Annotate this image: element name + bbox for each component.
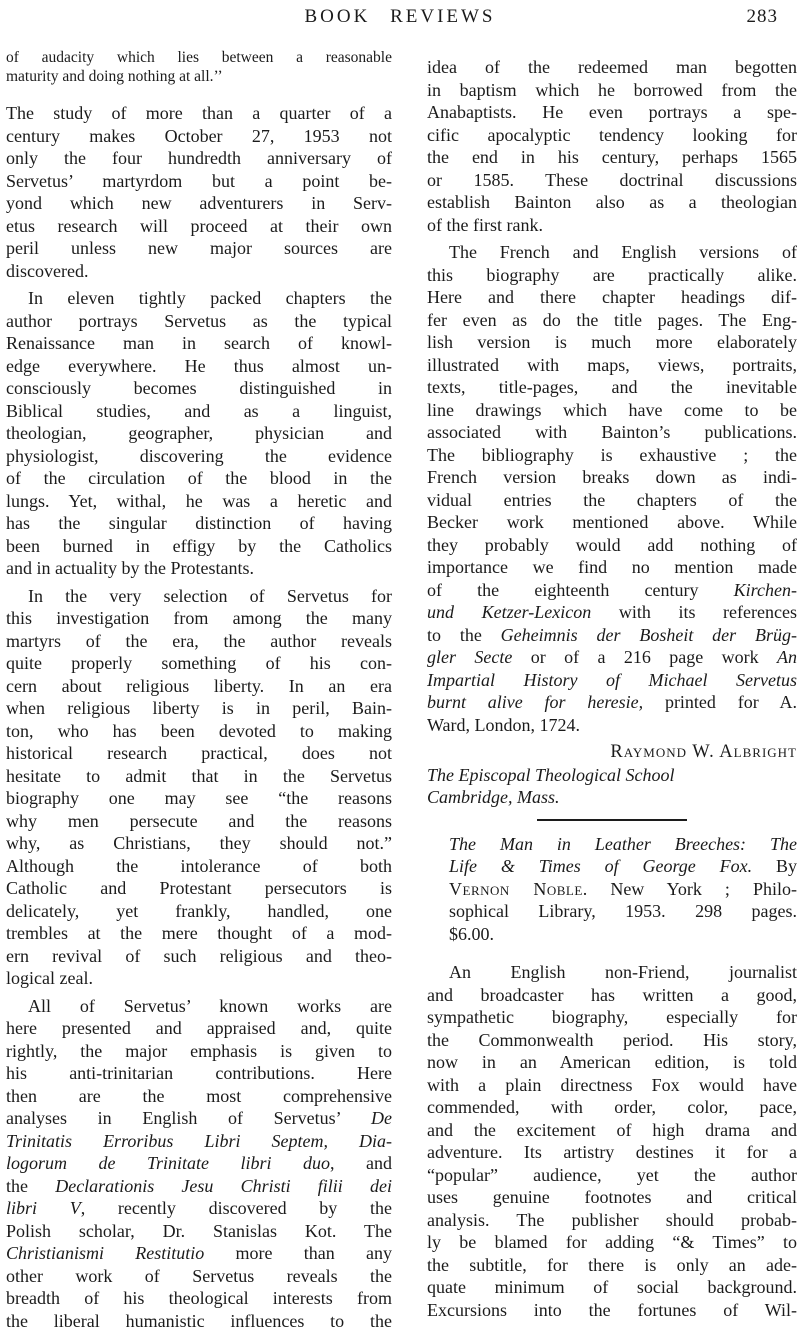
text-line: now in an American edition, is told (427, 1052, 797, 1072)
text-line: Although the intolerance of both (6, 855, 392, 876)
plain-text: printed for A. (643, 692, 797, 712)
text-line: illustrated with maps, views, portraits, (427, 354, 797, 375)
text-line (6, 1197, 392, 1220)
text-line: etus research will proceed at their own (6, 215, 392, 236)
italic-text: De (371, 1108, 392, 1128)
text-line: why, as Christians, they should not.” (6, 833, 392, 853)
text-line: then are the most comprehensive (6, 1085, 392, 1106)
italic-text: burnt alive for heresie, (427, 692, 644, 712)
text-line (6, 1152, 392, 1175)
text-line: edge everywhere. He thus almost un- (6, 355, 392, 376)
italic-text: Geheimnis der Bosheit der Brüg- (500, 624, 797, 645)
plain-text: analyses in English of Servetus’ (6, 1108, 371, 1128)
text-line: physiologist, discovering the evidence (6, 445, 392, 466)
text-line: Renaissance man in search of knowl- (6, 333, 392, 353)
text-line: or 1585. These doctrinal discussions (427, 169, 797, 190)
italic-text: Trinitatis Erroribus Libri Septem, Dia- (6, 1130, 392, 1151)
plain-text: more than any (204, 1243, 392, 1263)
text-line: biography one may see “the reasons (6, 788, 392, 808)
text-line: hesitate to admit that in the Servetus (6, 765, 392, 786)
text-line (6, 1175, 392, 1198)
text-line: Biblical studies, and as a linguist, (6, 400, 392, 421)
carryover-quote (6, 48, 392, 86)
italic-text: und Ketzer-Lexicon (427, 602, 592, 622)
text-line (449, 878, 797, 901)
text-line: of the circulation of the blood in the (6, 468, 392, 488)
italic-text: Kirchen- (733, 579, 797, 600)
text-line: Ward, London, 1724. (427, 714, 581, 735)
text-line: other work of Servetus reveals the (6, 1265, 392, 1286)
text-line: historical research practical, does not (6, 743, 392, 763)
text-line: importance we find no mention made (427, 557, 797, 577)
text-line: theologian, geographer, physician and (6, 423, 392, 443)
italic-text: Christianismi Restitutio (6, 1243, 205, 1263)
text-line: commended, with order, color, pace, (427, 1097, 797, 1117)
text-line: of audacity which lies between a reasonable (6, 49, 392, 66)
text-line: of the first rank. (427, 214, 543, 235)
text-line: line drawings which have come to be (427, 399, 797, 420)
text-line: with a plain directness Fox would have (427, 1074, 797, 1095)
text-line: quite properly something of his con- (6, 653, 392, 673)
italic-text: libri V (6, 1198, 81, 1218)
right-column (427, 56, 797, 1326)
text-line: Here and there chapter headings dif- (427, 287, 797, 307)
plain-text: By (752, 856, 797, 876)
text-line: Becker work mentioned above. While (427, 512, 797, 532)
text-line: author portrays Servetus as the typical (6, 310, 392, 331)
italic-text: gler Secte (427, 647, 513, 667)
text-line: only the four hundredth anniversary of (6, 148, 392, 168)
text-line: lish version is much more elaborately (427, 332, 797, 352)
text-line: French version breaks down as indi- (427, 467, 797, 487)
page-title: BOOK REVIEWS (304, 6, 496, 27)
text-line: Cambridge, Mass. (427, 787, 560, 807)
plain-text: , recently discovered by the (80, 1198, 392, 1218)
italic-text: Impartial History of Michael Servetus (427, 669, 797, 690)
text-line: why men persecute and the reasons (6, 810, 392, 831)
left-column (6, 48, 392, 1337)
text-line: when religious liberty is in peril, Bain- (6, 698, 392, 718)
text-line: yond which new adventurers in Serv- (6, 193, 392, 213)
text-line: “popular” audience, yet the author (427, 1164, 797, 1185)
review-paragraph (427, 961, 797, 1321)
text-line: his anti-trinitarian contributions. Here (6, 1063, 392, 1083)
text-line: and the excitement of high drama and (427, 1119, 797, 1140)
text-line: ern revival of such religious and theo- (6, 945, 392, 966)
text-line (427, 669, 797, 692)
review-paragraph (427, 56, 797, 236)
text-line: in baptism which he borrowed from the (427, 79, 797, 100)
text-line: the Commonwealth period. His story, (427, 1029, 797, 1050)
plain-text: . New York ; Philo- (582, 878, 797, 899)
text-line: cern about religious liberty. In an era (6, 675, 392, 696)
text-line: they probably would add nothing of (427, 534, 797, 555)
text-line: vidual entries the chapters of the (427, 489, 797, 510)
review-paragraph (6, 585, 392, 990)
text-line: The study of more than a quarter of a (6, 103, 392, 123)
text-line: breadth of his theological interests from (6, 1288, 392, 1308)
text-line: Servetus’ martyrdom but a point be- (6, 170, 392, 191)
plain-text: with its references (591, 602, 797, 622)
text-line: rightly, the major emphasis is given to (6, 1040, 392, 1061)
text-line: and broadcaster has written a good, (427, 984, 797, 1005)
text-line: discovered. (6, 260, 89, 281)
text-line: delicately, yet frankly, handled, one (6, 900, 392, 921)
italic-text: logorum de Trinitate libri duo (6, 1153, 330, 1173)
text-line: All of Servetus’ known works are (28, 995, 392, 1016)
text-line: logical zeal. (6, 968, 93, 988)
text-line (6, 1107, 392, 1130)
text-line: the subtitle, for there is only an ade- (427, 1254, 797, 1275)
text-line: ton, who has been devoted to making (6, 720, 392, 741)
text-line: lungs. Yet, withal, he was a heretic and (6, 490, 392, 511)
italic-text: Life & Times of George Fox. (449, 856, 753, 876)
text-line (449, 855, 797, 878)
text-line: $6.00. (449, 923, 494, 944)
text-line: texts, title-pages, and the inevitable (427, 377, 797, 397)
text-line (427, 601, 797, 624)
review-paragraph (6, 995, 392, 1333)
review-paragraph (6, 102, 392, 282)
text-line: In the very selection of Servetus for (28, 585, 392, 606)
text-line: maturity and doing nothing at all.’’ (6, 68, 223, 85)
text-line (6, 1242, 392, 1265)
section-divider (537, 819, 687, 821)
text-line: the liberal humanistic influences to the (6, 1310, 392, 1331)
text-line: ly be blamed for adding “& Times” to (427, 1232, 797, 1252)
text-line: In eleven tightly packed chapters the (28, 288, 392, 308)
text-line: Raymond W. Albright (610, 742, 797, 762)
text-line: uses genuine footnotes and critical (427, 1187, 797, 1207)
text-line: Anabaptists. He even portrays a spe- (427, 102, 797, 122)
page-header (0, 6, 800, 36)
text-line: Excursions into the fortunes of Wil- (427, 1299, 797, 1320)
text-line: Polish scholar, Dr. Stanislas Kot. The (6, 1220, 392, 1241)
review-paragraph (6, 287, 392, 580)
text-line: consciously becomes distinguished in (6, 378, 392, 398)
text-line: The bibliography is exhaustive ; the (427, 444, 797, 465)
text-line: been burned in effigy by the Catholics (6, 535, 392, 556)
text-line: peril unless new major sources are (6, 238, 392, 258)
book-citation (449, 833, 797, 946)
text-line: the end in his century, perhaps 1565 (427, 147, 797, 167)
text-line: The Episcopal Theological School (427, 764, 675, 785)
text-line: analysis. The publisher should probab- (427, 1209, 797, 1230)
text-line: sophical Library, 1953. 298 pages. (449, 901, 797, 921)
text-line: quate minimum of social background. (427, 1277, 797, 1297)
text-line: martyrs of the era, the author reveals (6, 630, 392, 651)
text-line: century makes October 27, 1953 not (6, 125, 392, 146)
review-paragraph (427, 241, 797, 736)
text-line: has the singular distinction of having (6, 513, 392, 533)
text-line (427, 691, 797, 714)
text-line (427, 624, 797, 647)
smallcaps-text: Vernon Noble (449, 878, 583, 899)
text-line: sympathetic biography, especially for (427, 1007, 797, 1027)
text-line (427, 646, 797, 669)
text-line: adventure. Its artistry destines it for a (427, 1142, 797, 1162)
text-line (449, 833, 797, 856)
plain-text: of the eighteenth century (427, 579, 734, 600)
plain-text: the (6, 1175, 56, 1196)
text-line: establish Bainton also as a theologian (427, 192, 797, 212)
plain-text: to the (427, 624, 501, 645)
text-line: trembles at the mere thought of a mod- (6, 923, 392, 943)
text-line: cific apocalyptic tendency looking for (427, 124, 797, 145)
text-line: associated with Bainton’s publications. (427, 422, 797, 442)
text-line: here presented and appraised and, quite (6, 1018, 392, 1038)
text-line (427, 579, 797, 602)
text-line: this biography are practically alike. (427, 264, 797, 285)
text-line: idea of the redeemed man begotten (427, 57, 797, 77)
plain-text: , and (330, 1153, 392, 1173)
text-line: Catholic and Protestant persecutors is (6, 878, 392, 898)
text-line: An English non-Friend, journalist (449, 962, 797, 982)
text-line: and in actuality by the Protestants. (6, 558, 254, 578)
italic-text: Declarationis Jesu Christi filii dei (55, 1175, 392, 1196)
text-line: The French and English versions of (449, 242, 797, 262)
page-number: 283 (746, 6, 778, 27)
italic-text: An (777, 647, 798, 667)
text-line: fer even as do the title pages. The Eng- (427, 309, 797, 330)
text-line (6, 1130, 392, 1153)
italic-text: The Man in Leather Breeches: The (449, 833, 797, 854)
text-line: this investigation from among the many (6, 608, 392, 628)
reviewer-signature (427, 741, 797, 764)
reviewer-affiliation (427, 764, 797, 809)
plain-text: or of a 216 page work (512, 647, 778, 667)
